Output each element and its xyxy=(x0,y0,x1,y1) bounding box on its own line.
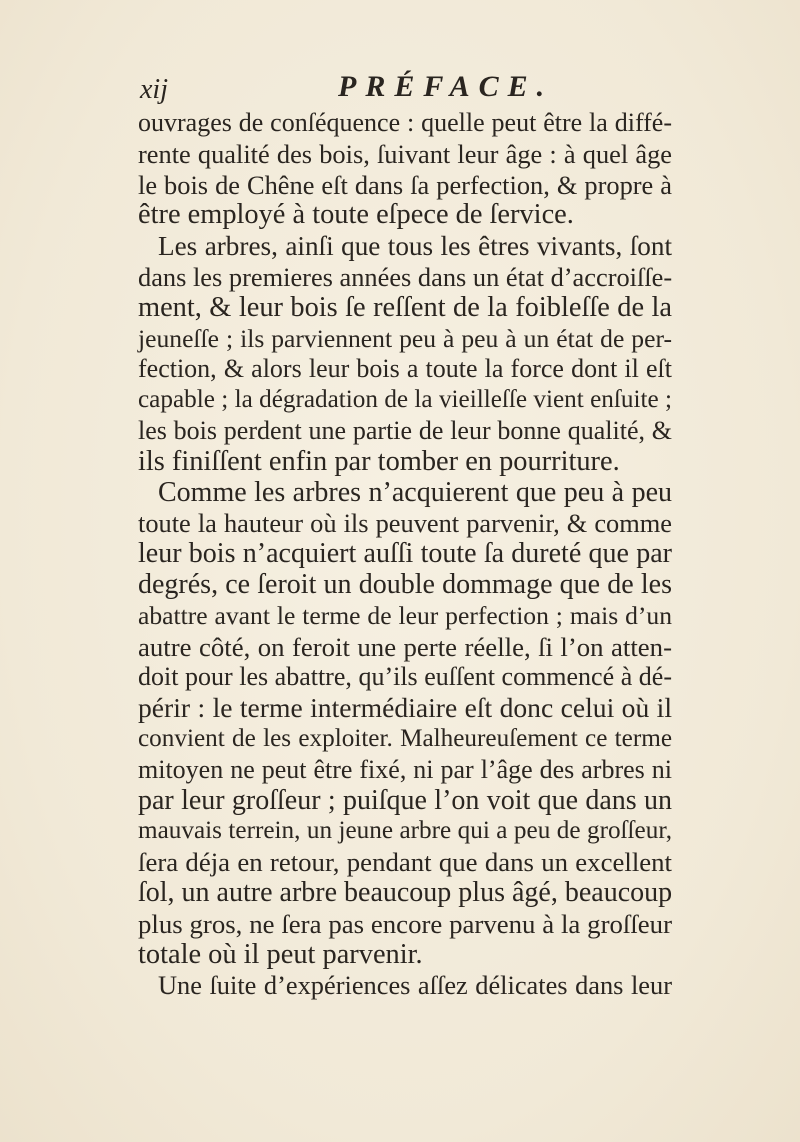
text-line: leur bois n’acquiert auſſi toute ſa dureté que par xyxy=(138,538,672,570)
text-line: degrés, ce ſeroit un double dommage que de les xyxy=(138,568,672,600)
text-line: par leur groſſeur ; puiſque l’on voit que dans un xyxy=(138,784,672,816)
text-line: ouvrages de conſéquence : quelle peut être la diffé- xyxy=(138,108,672,137)
text-line: doit pour les abattre, qu’ils euſſent commencé à dé- xyxy=(138,662,672,692)
text-line: abattre avant le terme de leur perfection ; mais d’un xyxy=(138,600,672,630)
text-line: capable ; la dégradation de la vieilleſſe vient enſuite ; xyxy=(138,386,672,414)
text-line: plus gros, ne ſera pas encore parvenu à la groſſeur xyxy=(138,908,672,939)
text-line: ils finiſſent enfin par tomber en pourriture. xyxy=(138,445,620,477)
text-line: jeuneſſe ; ils parviennent peu à peu à un état de per- xyxy=(138,323,672,353)
text-line: autre côté, on feroit une perte réelle, ſi l’on atten- xyxy=(138,631,672,662)
text-line: rente qualité des bois, ſuivant leur âge : à quel âge xyxy=(138,138,672,169)
text-line: dans les premieres années dans un état d’accroiſſe- xyxy=(138,261,673,292)
text-line: ſol, un autre arbre beaucoup plus âgé, beaucoup xyxy=(138,876,673,908)
text-line: mitoyen ne peut être fixé, ni par l’âge des arbres ni xyxy=(138,754,672,784)
text-line: Une ſuite d’expériences aſſez délicates dans leur xyxy=(158,970,672,1001)
page-number: xij xyxy=(140,74,168,105)
text-line: fection, & alors leur bois a toute la force dont il eſt xyxy=(138,354,672,384)
text-line: Les arbres, ainſi que tous les êtres vivants, ſont xyxy=(158,231,672,262)
body-text xyxy=(138,108,672,1001)
text-line: convient de les exploiter. Malheureuſement ce terme xyxy=(138,724,672,752)
text-line: ment, & leur bois ſe reſſent de la foibleſſe de la xyxy=(138,291,672,323)
text-line: Comme les arbres n’acquierent que peu à peu xyxy=(158,476,672,508)
text-line: ſera déja en retour, pendant que dans un excellent xyxy=(138,847,672,878)
text-line: les bois perdent une partie de leur bonne qualité, & xyxy=(138,415,672,445)
text-line: être employé à toute eſpece de ſervice. xyxy=(138,199,574,231)
text-line: périr : le terme intermédiaire eſt donc celui où il xyxy=(138,692,672,724)
page-header xyxy=(140,70,660,110)
text-line: totale où il peut parvenir. xyxy=(138,938,423,970)
text-line: toute la hauteur où ils peuvent parvenir, & comme xyxy=(138,508,672,539)
text-line: le bois de Chêne eſt dans ſa perfection, & propre à xyxy=(138,169,672,200)
running-title: PRÉFACE. xyxy=(338,70,554,103)
text-line: mauvais terrein, un jeune arbre qui a peu de groſſeur, xyxy=(138,817,672,845)
